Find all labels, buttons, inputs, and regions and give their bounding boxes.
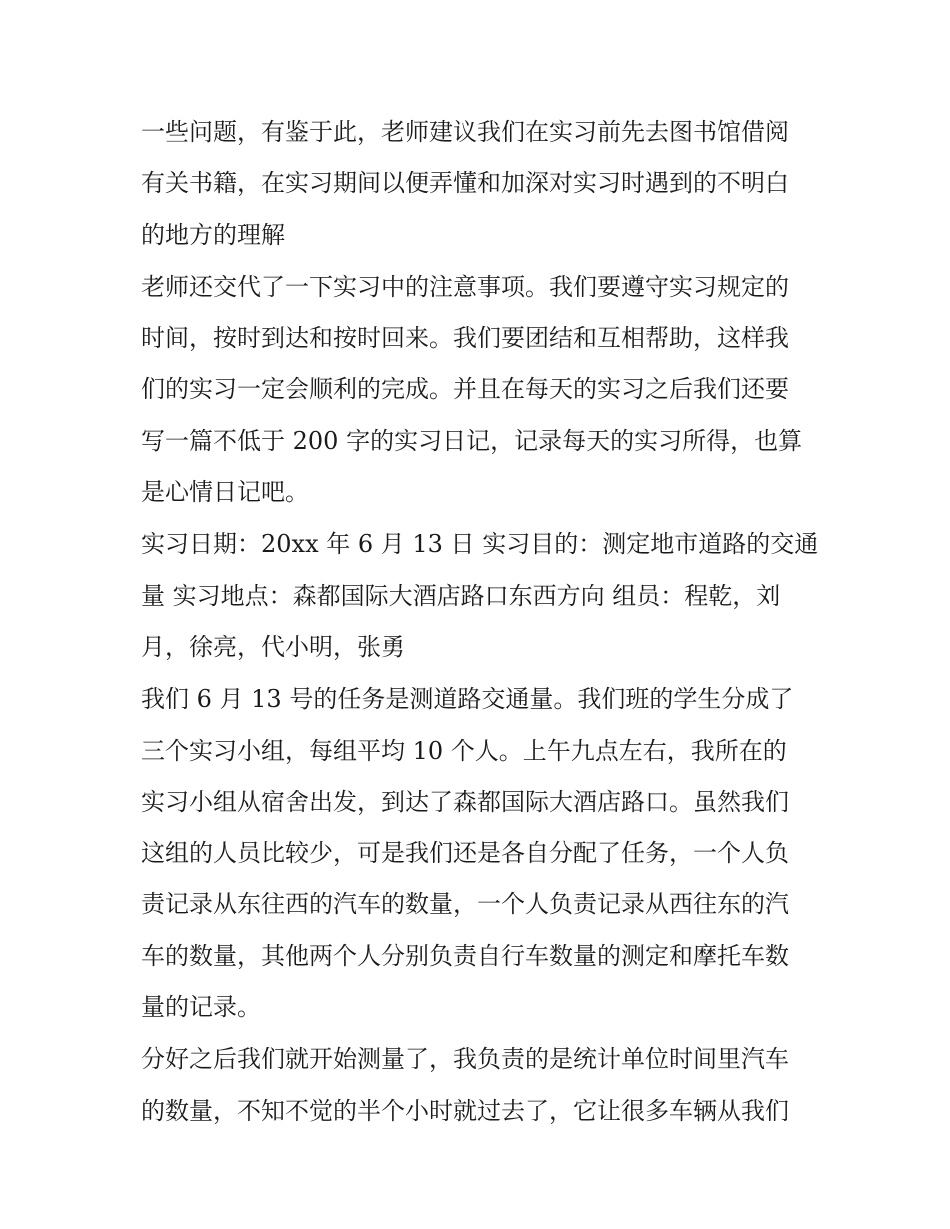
paragraph-5 — [141, 1034, 821, 1137]
text-line: 我们 6 月 13 号的任务是测道路交通量。我们班的学生分成了 — [141, 685, 794, 714]
text-line: 分好之后我们就开始测量了，我负责的是统计单位时间里汽车 — [141, 1045, 789, 1074]
paragraph-1 — [141, 107, 821, 261]
text-line: 们的实习一定会顺利的完成。并且在每天的实习之后我们还要 — [141, 375, 789, 404]
text-line: 月，徐亮，代小明，张勇 — [141, 632, 405, 661]
paragraph-2 — [141, 262, 821, 518]
text-line: 量的记录。 — [141, 993, 261, 1022]
text-line: 一些问题，有鉴于此，老师建议我们在实习前先去图书馆借阅 — [141, 118, 789, 146]
text-line: 实习日期：20xx 年 6 月 13 日 实习目的：测定地市道路的交通 — [141, 530, 819, 559]
paragraph-4 — [141, 674, 821, 1033]
text-line: 车的数量，其他两个人分别负责自行车数量的测定和摩托车数 — [141, 941, 789, 970]
paragraph-3 — [141, 519, 821, 673]
text-line: 的数量，不知不觉的半个小时就过去了，它让很多车辆从我们 — [141, 1096, 789, 1125]
text-line: 量 实习地点：森都国际大酒店路口东西方向 组员：程乾，刘 — [141, 581, 781, 610]
text-line: 写一篇不低于 200 字的实习日记，记录每天的实习所得，也算 — [141, 426, 803, 455]
text-line: 这组的人员比较少，可是我们还是各自分配了任务，一个人负 — [141, 839, 789, 868]
text-line: 时间，按时到达和按时回来。我们要团结和互相帮助，这样我 — [141, 324, 789, 353]
body-text — [141, 107, 821, 1137]
text-line: 有关书籍，在实习期间以便弄懂和加深对实习时遇到的不明白 — [141, 169, 789, 198]
text-line: 实习小组从宿舍出发，到达了森都国际大酒店路口。虽然我们 — [141, 787, 789, 816]
text-line: 老师还交代了一下实习中的注意事项。我们要遵守实习规定的 — [141, 272, 789, 301]
text-line: 的地方的理解 — [141, 220, 285, 249]
text-line: 责记录从东往西的汽车的数量，一个人负责记录从西往东的汽 — [141, 890, 789, 919]
text-line: 是心情日记吧。 — [141, 478, 309, 507]
text-line: 三个实习小组，每组平均 10 个人。上午九点左右，我所在的 — [141, 736, 787, 765]
